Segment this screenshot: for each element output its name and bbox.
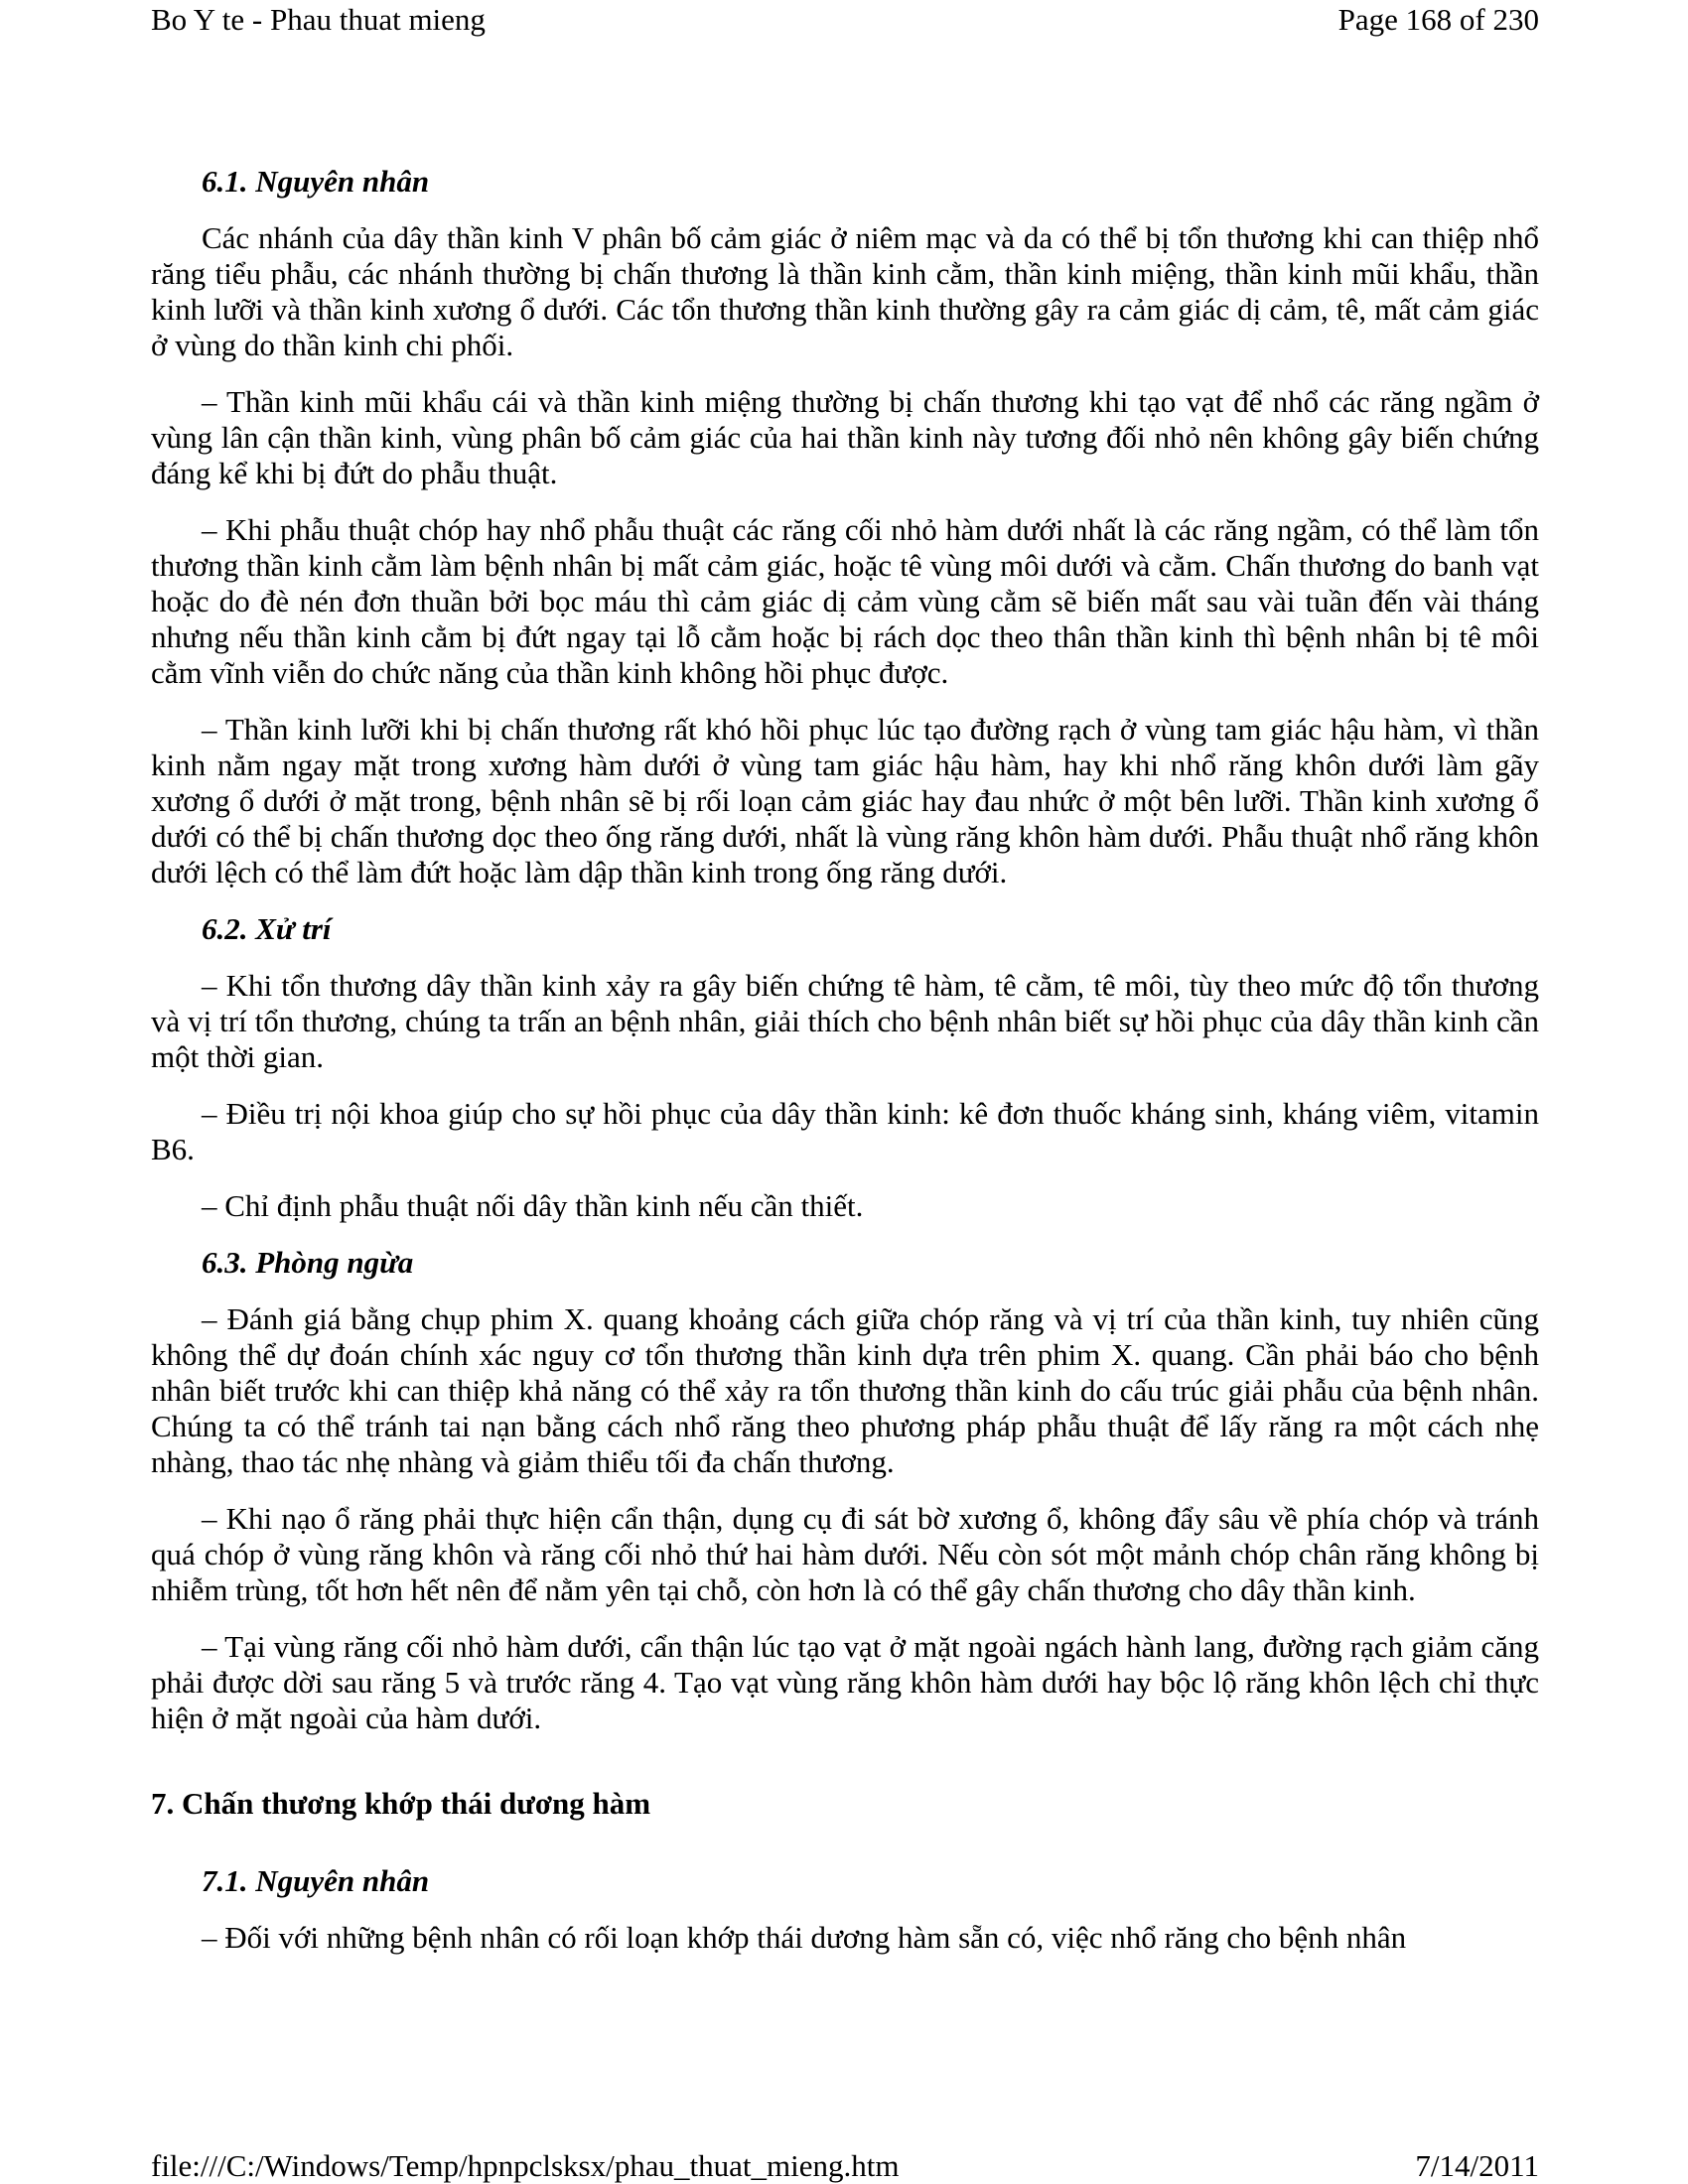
page-header — [151, 0, 1539, 40]
file-path: file:///C:/Windows/Temp/hpnpclsksx/phau_thuat_mieng.htm — [151, 2148, 900, 2183]
page-number: Page 168 of 230 — [1337, 2, 1539, 37]
paragraph: – Khi nạo ổ răng phải thực hiện cẩn thận, dụng cụ đi sát bờ xương ổ, không đẩy sâu về phía chóp và tránh quá chóp ở vùng răng khôn và răng cối nhỏ thứ hai hàm dưới. Nếu còn sót một mảnh chóp chân răng không bị nhiễm trùng, tốt hơn hết nên để nằm yên tại chỗ, còn hơn là có thể gây chấn thương cho dây thần kinh. — [151, 1501, 1539, 1607]
paragraph: Các nhánh của dây thần kinh V phân bố cảm giác ở niêm mạc và da có thể bị tổn thương khi can thiệp nhổ răng tiểu phẫu, các nhánh thường bị chấn thương là thần kinh cằm, thần kinh miệng, thần kinh mũi khẩu, thần kinh lưỡi và thần kinh xương ổ dưới. Các tổn thương thần kinh thường gây ra cảm giác dị cảm, tê, mất cảm giác ở vùng do thần kinh chi phối. — [151, 220, 1539, 362]
paragraph: – Điều trị nội khoa giúp cho sự hồi phục của dây thần kinh: kê đơn thuốc kháng sinh, kháng viêm, vitamin B6. — [151, 1096, 1539, 1166]
print-date: 7/14/2011 — [1415, 2148, 1539, 2183]
paragraph: – Đối với những bệnh nhân có rối loạn khớp thái dương hàm sẵn có, việc nhổ răng cho bệnh nhân — [202, 1920, 1407, 1955]
paragraph: – Khi tổn thương dây thần kinh xảy ra gây biến chứng tê hàm, tê cằm, tê môi, tùy theo mức độ tổn thương và vị trí tổn thương, chúng ta trấn an bệnh nhân, giải thích cho bệnh nhân biết sự hồi phục của dây thần kinh cần một thời gian. — [151, 968, 1539, 1074]
paragraph: – Khi phẫu thuật chóp hay nhổ phẫu thuật các răng cối nhỏ hàm dưới nhất là các răng ngầm, có thể làm tổn thương thần kinh cằm làm bệnh nhân bị mất cảm giác, hoặc tê vùng môi dưới và cằm. Chấn thương do banh vạt hoặc do đè nén đơn thuần bởi bọc máu thì cảm giác dị cảm vùng cằm sẽ biến mất sau vài tuần đến vài tháng nhưng nếu thần kinh cằm bị đứt ngay tại lỗ cằm hoặc bị rách dọc theo thân thần kinh thì bệnh nhân bị tê môi cằm vĩnh viễn do chức năng của thần kinh không hồi phục được. — [151, 512, 1539, 690]
document-title: Bo Y te - Phau thuat mieng — [151, 2, 486, 37]
section-heading-7-1: 7.1. Nguyên nhân — [202, 1863, 430, 1898]
page-footer — [151, 2147, 1539, 2184]
document-body — [151, 164, 1539, 1956]
section-heading-7: 7. Chấn thương khớp thái dương hàm — [151, 1786, 651, 1821]
section-heading-6-1: 6.1. Nguyên nhân — [202, 164, 430, 199]
section-heading-6-2: 6.2. Xử trí — [202, 911, 332, 946]
paragraph: – Tại vùng răng cối nhỏ hàm dưới, cẩn thận lúc tạo vạt ở mặt ngoài ngách hành lang, đường rạch giảm căng phải được dời sau răng 5 và trước răng 4. Tạo vạt vùng răng khôn hàm dưới hay bộc lộ răng khôn lệch chỉ thực hiện ở mặt ngoài của hàm dưới. — [151, 1629, 1539, 1735]
paragraph: – Thần kinh mũi khẩu cái và thần kinh miệng thường bị chấn thương khi tạo vạt để nhổ các răng ngầm ở vùng lân cận thần kinh, vùng phân bố cảm giác của hai thần kinh này tương đối nhỏ nên không gây biến chứng đáng kể khi bị đứt do phẫu thuật. — [151, 384, 1539, 490]
paragraph: – Đánh giá bằng chụp phim X. quang khoảng cách giữa chóp răng và vị trí của thần kinh, tuy nhiên cũng không thể dự đoán chính xác nguy cơ tổn thương thần kinh dựa trên phim X. quang. Cần phải báo cho bệnh nhân biết trước khi can thiệp khả năng có thể xảy ra tổn thương thần kinh do cấu trúc giải phẫu của bệnh nhân. Chúng ta có thể tránh tai nạn bằng cách nhổ răng theo phương pháp phẫu thuật để lấy răng ra một cách nhẹ nhàng, thao tác nhẹ nhàng và giảm thiểu tối đa chấn thương. — [151, 1301, 1539, 1479]
paragraph: – Chỉ định phẫu thuật nối dây thần kinh nếu cần thiết. — [202, 1188, 864, 1223]
section-heading-6-3: 6.3. Phòng ngừa — [202, 1245, 414, 1280]
paragraph: – Thần kinh lưỡi khi bị chấn thương rất khó hồi phục lúc tạo đường rạch ở vùng tam giác hậu hàm, vì thần kinh nằm ngay mặt trong xương hàm dưới ở vùng tam giác hậu hàm, hay khi nhổ răng khôn dưới làm gãy xương ổ dưới ở mặt trong, bệnh nhân sẽ bị rối loạn cảm giác hay đau nhức ở một bên lưỡi. Thần kinh xương ổ dưới có thể bị chấn thương dọc theo ống răng dưới, nhất là vùng răng khôn hàm dưới. Phẫu thuật nhổ răng khôn dưới lệch có thể làm đứt hoặc làm dập thần kinh trong ống răng dưới. — [151, 712, 1539, 889]
